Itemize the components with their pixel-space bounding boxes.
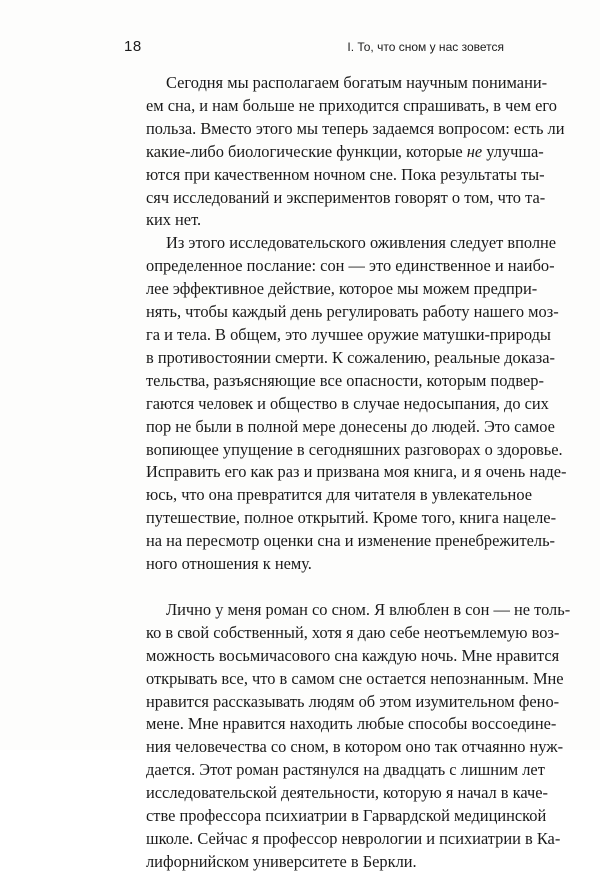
text-line: гаются человек и общество в случае недосыпания, до сих (146, 393, 549, 413)
page-header (124, 38, 504, 60)
body-text (126, 72, 571, 874)
text-line: Сегодня мы располагаем богатым научным понимани- (166, 73, 548, 92)
paragraph-3 (126, 599, 571, 874)
text-line: открывать все, что в самом сне остается непознанным. Мне (146, 668, 564, 688)
text-line: ются при качественном ночном сне. Пока результаты ты- (146, 164, 545, 184)
text-line: Из этого исследовательского оживления следует вполне (166, 233, 557, 253)
section-break (126, 576, 501, 599)
text-line: на на пересмотр оценки сна и изменение пренебрежитель- (146, 531, 555, 551)
running-title: I. То, что сном у нас зовется (347, 40, 504, 54)
text-line: какие-либо биологические функции, которые не улучша- (146, 141, 544, 161)
text-line: школе. Сейчас я профессор неврологии и психиатрии в Ка- (146, 829, 561, 848)
text-line: Лично у меня роман со сном. Я влюблен в сон — не толь- (166, 599, 571, 619)
text-line: дается. Этот роман растянулся на двадцать с лишним лет (146, 760, 545, 780)
paragraph-2 (126, 232, 567, 576)
page-number: 18 (124, 38, 142, 55)
text-line: ния человечества со сном, в котором оно так отчаянно нуж- (146, 737, 564, 757)
paragraph-1 (126, 72, 565, 232)
text-line: ем сна, и нам больше не приходится спрашивать, в чем его (146, 95, 557, 115)
text-line: Исправить его как раз и призвана моя книга, и я очень наде- (146, 462, 567, 482)
text-line: сяч исследований и экспериментов говорят о том, что та- (146, 187, 546, 207)
text-line: путешествие, полное открытий. Кроме того, книга нацеле- (146, 508, 557, 528)
text-line: пор не были в полной мере донесены до людей. Это самое (146, 416, 555, 436)
text-line: ко в свой собственный, хотя я даю себе неотъемлемую воз- (146, 622, 560, 642)
text-line: исследовательской деятельности, которую я начал в каче- (146, 783, 548, 803)
text-line: польза. Вместо этого мы теперь задаемся вопросом: есть ли (146, 118, 565, 138)
text-line: юсь, что она превратится для читателя в увлекательное (146, 485, 532, 505)
text-line: вопиющее упущение в сегодняшних разговорах о здоровье. (146, 439, 563, 459)
emphasis-word: не (466, 141, 483, 161)
text-line: стве профессора психиатрии в Гарвардской медицинской (146, 806, 547, 826)
text-line: тельства, разъясняющие все опасности, которым подвер- (146, 370, 544, 390)
text-line: можность восьмичасового сна каждую ночь. Мне нравится (146, 645, 560, 665)
text-line: ного отношения к нему. (146, 554, 312, 574)
text-line: нять, чтобы каждый день регулировать работу нашего моз- (146, 302, 559, 322)
text-line: лее эффективное действие, которое мы можем предпри- (146, 279, 538, 299)
text-line: мене. Мне нравится находить любые способы воссоедине- (146, 714, 557, 734)
text-line: лифорнийском университете в Беркли. (146, 851, 417, 871)
text-line: определенное послание: сон — это единственное и наибо- (146, 256, 555, 276)
text-line: нравится рассказывать людям об этом изумительном фено- (146, 691, 560, 711)
text-line: ких нет. (146, 210, 202, 230)
text-line: га и тела. В общем, это лучшее оружие матушки-природы (146, 324, 551, 344)
text-line: в противостоянии смерти. К сожалению, реальные доказа- (146, 347, 555, 367)
